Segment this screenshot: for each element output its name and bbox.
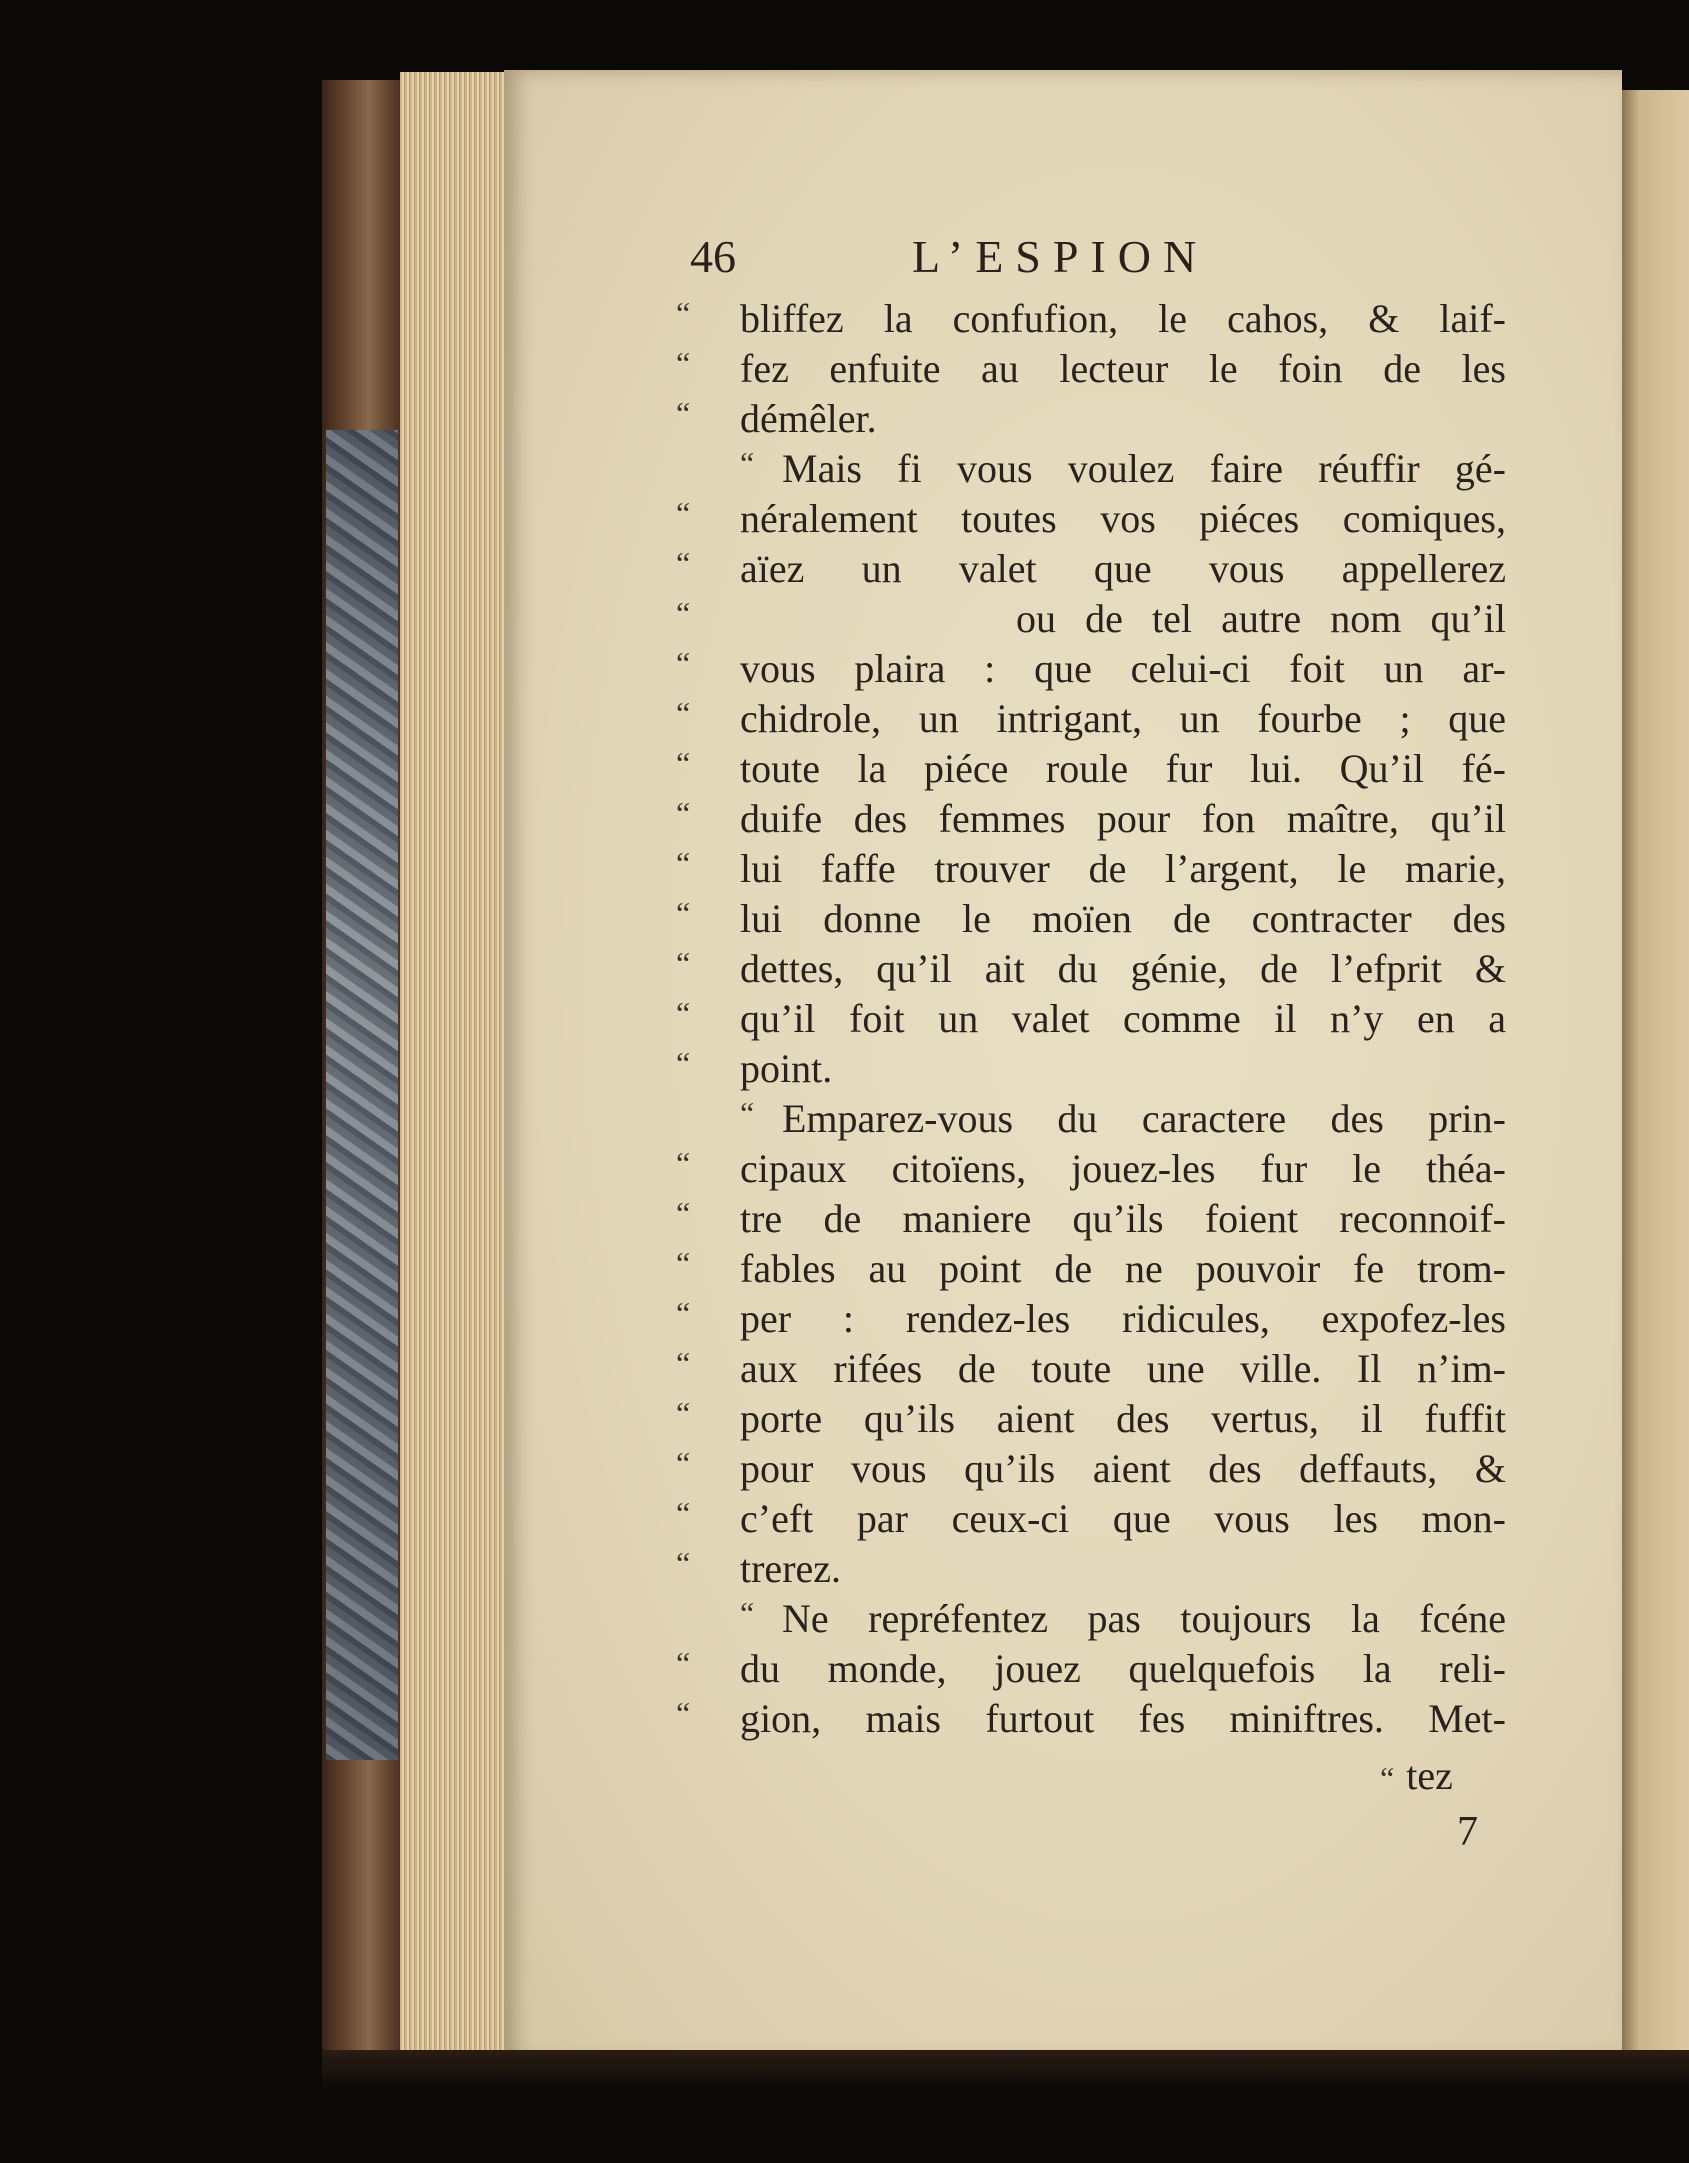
quote-mark: “ [676, 1245, 691, 1281]
text-line [676, 1645, 1506, 1695]
line-text: porte qu’ils aient des vertus, il fuffit [740, 1396, 1506, 1441]
text-line [676, 395, 1506, 445]
line-text: gion, mais furtout fes miniftres. Met- [740, 1696, 1506, 1741]
text-line [676, 495, 1506, 545]
quote-mark: “ [676, 1695, 691, 1731]
quote-mark: “ [740, 445, 755, 481]
quote-mark: “ [676, 595, 691, 631]
text-line [676, 845, 1506, 895]
line-text: fables au point de ne pouvoir fe trom- [740, 1246, 1506, 1291]
running-head [0, 230, 1689, 290]
cover-board-bottom [322, 2050, 1689, 2090]
line-text: duife des femmes pour fon maître, qu’il [740, 796, 1506, 841]
text-line [676, 1245, 1506, 1295]
quote-mark: “ [676, 795, 691, 831]
text-line [676, 545, 1506, 595]
catchword-text: tez [1406, 1753, 1453, 1798]
text-line [676, 595, 1506, 645]
text-line [676, 1395, 1506, 1445]
text-line [676, 1595, 1506, 1645]
text-line [676, 695, 1506, 745]
line-text: néralement toutes vos piéces comiques, [740, 496, 1506, 541]
quote-mark: “ [740, 1595, 755, 1631]
text-line [676, 1345, 1506, 1395]
quote-mark: “ [676, 1395, 691, 1431]
quote-mark: “ [676, 395, 691, 431]
line-text: point. [740, 1046, 833, 1091]
text-line [676, 345, 1506, 395]
text-line [676, 1545, 1506, 1595]
quote-mark: “ [676, 645, 691, 681]
quote-mark: “ [676, 745, 691, 781]
quote-mark: “ [676, 895, 691, 931]
line-text: qu’il foit un valet comme il n’y en a [740, 996, 1506, 1041]
line-text: pour vous qu’ils aient des deffauts, & [740, 1446, 1506, 1491]
text-line [676, 795, 1506, 845]
line-text: bliffez la confufion, le cahos, & laif- [740, 296, 1506, 341]
text-line [676, 1445, 1506, 1495]
quote-mark: “ [676, 1445, 691, 1481]
quote-mark: “ [1380, 1760, 1395, 1796]
line-text: toute la piéce roule fur lui. Qu’il fé- [740, 746, 1506, 791]
text-line [676, 1195, 1506, 1245]
page-number: 46 [690, 231, 736, 282]
line-text: aux rifées de toute une ville. Il n’im- [740, 1346, 1506, 1391]
quote-mark: “ [676, 945, 691, 981]
facing-page-edge [1622, 90, 1689, 2055]
quote-mark: “ [676, 1545, 691, 1581]
line-text: per : rendez-les ridicules, expofez-les [740, 1296, 1506, 1341]
line-text: c’eft par ceux-ci que vous les mon- [740, 1496, 1506, 1541]
line-text: dettes, qu’il ait du génie, de l’efprit & [740, 946, 1506, 991]
line-text: aïez un valet que vous appellerez [740, 546, 1506, 591]
quote-mark: “ [676, 1295, 691, 1331]
text-line [676, 1145, 1506, 1195]
text-line [676, 1045, 1506, 1095]
text-line [676, 1295, 1506, 1345]
line-text: cipaux citoïens, jouez-les fur le théa- [740, 1146, 1506, 1191]
line-text: lui faffe trouver de l’argent, le marie, [740, 846, 1506, 891]
signature-mark: 7 [1457, 1809, 1478, 1855]
line-text: fez enfuite au lecteur le foin de les [740, 346, 1506, 391]
quote-mark: “ [676, 845, 691, 881]
line-text: vous plaira : que celui-ci foit un ar- [740, 646, 1506, 691]
text-line [676, 645, 1506, 695]
quote-mark: “ [676, 345, 691, 381]
catchword [1380, 1752, 1453, 1799]
text-line [676, 995, 1506, 1045]
quote-mark: “ [676, 1145, 691, 1181]
quote-mark: “ [676, 1195, 691, 1231]
running-title: L’ESPION [912, 231, 1209, 282]
page-edges [400, 72, 508, 2057]
line-text: Emparez-vous du caractere des prin- [782, 1096, 1506, 1141]
line-text: du monde, jouez quelquefois la reli- [740, 1646, 1506, 1691]
text-line [676, 945, 1506, 995]
quote-mark: “ [676, 295, 691, 331]
marbled-cover [326, 430, 398, 1760]
text-line [676, 745, 1506, 795]
line-text: lui donne le moïen de contracter des [740, 896, 1506, 941]
quote-mark: “ [676, 1345, 691, 1381]
line-text: chidrole, un intrigant, un fourbe ; que [740, 696, 1506, 741]
line-text: Ne repréfentez pas toujours la fcéne [782, 1596, 1506, 1641]
text-line [676, 1495, 1506, 1545]
text-line [676, 295, 1506, 345]
text-line [676, 895, 1506, 945]
quote-mark: “ [676, 1495, 691, 1531]
text-line [676, 445, 1506, 495]
quote-mark: “ [740, 1095, 755, 1131]
quote-mark: “ [676, 995, 691, 1031]
text-line [676, 1095, 1506, 1145]
line-text: tre de maniere qu’ils foient reconnoif- [740, 1196, 1506, 1241]
line-text: Mais fi vous voulez faire réuffir gé- [782, 446, 1506, 491]
line-text: démêler. [740, 396, 877, 441]
line-text: ou de tel autre nom qu’il [1016, 596, 1506, 641]
text-line [676, 1695, 1506, 1745]
quote-mark: “ [676, 545, 691, 581]
quote-mark: “ [676, 1645, 691, 1681]
quote-mark: “ [676, 695, 691, 731]
line-text: trerez. [740, 1546, 842, 1591]
quote-mark: “ [676, 495, 691, 531]
quote-mark: “ [676, 1045, 691, 1081]
